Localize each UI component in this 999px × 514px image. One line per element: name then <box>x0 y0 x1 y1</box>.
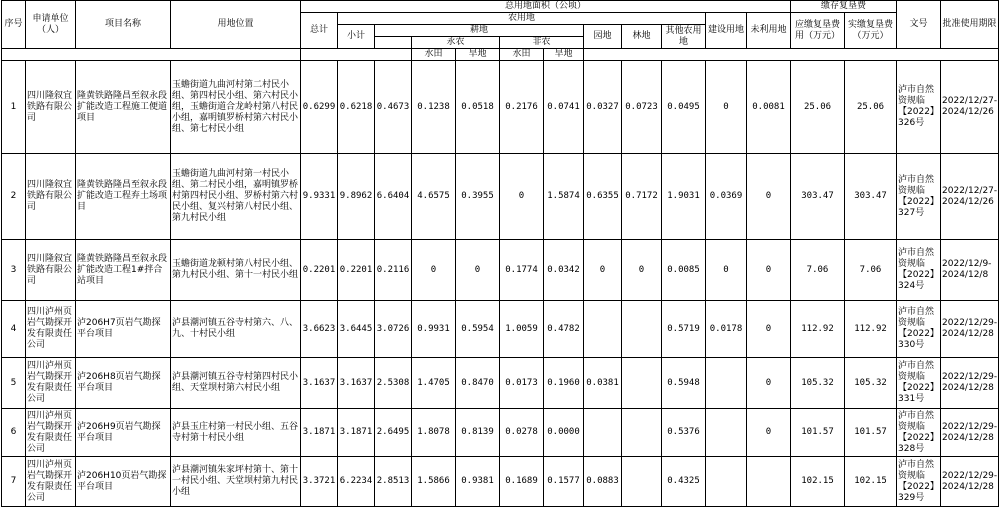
header-subtotal: 小计 <box>338 25 375 49</box>
fn-paddy-cell: 0.1689 <box>500 457 544 507</box>
header-reclaim-due: 应缴复垦费用（万元） <box>791 13 845 49</box>
doc-cell: 泸市自然资规临【2022】326号 <box>897 61 941 154</box>
cultivated-cell: 2.5308 <box>375 358 412 409</box>
forest-cell: 0.0723 <box>622 61 662 154</box>
header-project: 项目名称 <box>76 1 171 49</box>
project-cell: 泸206H8页岩气勘探平台项目 <box>76 358 171 409</box>
table-row <box>2 240 999 301</box>
land-use-table <box>1 0 999 507</box>
garden-cell: 0 <box>584 240 622 301</box>
header-spacer <box>2 49 301 61</box>
subtotal-cell: 0.6218 <box>338 61 375 154</box>
doc-cell: 泸市自然资规临【2022】330号 <box>897 301 941 358</box>
header-total-area: 总用地面积（公顷） <box>301 1 791 13</box>
header-unit: 申请单位（人） <box>26 1 76 49</box>
location-cell: 泸县潮河镇五谷寺村第六、八、九、十村民小组 <box>171 301 301 358</box>
reclaim-due-cell: 105.32 <box>791 358 845 409</box>
location-cell: 泸县玉庄村第一村民小组、五谷寺村第十村民小组 <box>171 409 301 457</box>
doc-cell: 泸市自然资规临【2022】327号 <box>897 154 941 240</box>
yn-dry-cell: 0.5954 <box>456 301 500 358</box>
location-cell: 玉蟾街道龙顿村第八村民小组、第九村民小组、第十一村民小组 <box>171 240 301 301</box>
header-construction: 建设用地 <box>706 13 747 49</box>
project-cell: 泸206H10页岩气勘探平台项目 <box>76 457 171 507</box>
period-cell: 2022/12/29-2024/12/28 <box>941 358 999 409</box>
total-cell: 9.9331 <box>301 154 338 240</box>
seq-cell: 6 <box>2 409 26 457</box>
yn-dry-cell: 0 <box>456 240 500 301</box>
garden-cell: 0.0883 <box>584 457 622 507</box>
location-cell: 玉蟾街道九曲河村第一村民小组、第二村民小组，嘉明镇罗桥村第四村民小组、罗桥村第六村民小组、复兴村第八村民小组、第九村民小组 <box>171 154 301 240</box>
construction-cell: 0.0178 <box>706 301 747 358</box>
location-cell: 玉蟾街道九曲河村第二村民小组、第四村民小组、第六村民小组，玉蟾街道合龙岭村第八村民小组，嘉明镇罗桥村第六村民小组、第七村民小组 <box>171 61 301 154</box>
fn-dry-cell: 0.1577 <box>544 457 584 507</box>
period-cell: 2022/12/27-2024/12/26 <box>941 61 999 154</box>
period-cell: 2022/12/9-2024/12/8 <box>941 240 999 301</box>
header-reclaim-paid: 实缴复垦费（万元） <box>845 13 897 49</box>
unit-cell: 四川隆叙宜铁路有限公司 <box>26 61 76 154</box>
cultivated-cell: 6.6404 <box>375 154 412 240</box>
header-yn-paddy: 水田 <box>412 49 456 61</box>
subtotal-cell: 3.6445 <box>338 301 375 358</box>
location-cell: 泸县潮河镇五谷寺村第四村民小组、天堂坝村第六村民小组 <box>171 358 301 409</box>
reclaim-paid-cell: 112.92 <box>845 301 897 358</box>
reclaim-due-cell: 7.06 <box>791 240 845 301</box>
header-fn-paddy: 水田 <box>500 49 544 61</box>
table-row <box>2 457 999 507</box>
table-body <box>2 61 999 507</box>
other-agri-cell: 0.5948 <box>662 358 706 409</box>
header-garden: 园地 <box>584 25 622 49</box>
total-cell: 0.6299 <box>301 61 338 154</box>
project-cell: 隆黄铁路隆昌至叙永段扩能改造工程1#拌合站项目 <box>76 240 171 301</box>
yn-dry-cell: 0.9381 <box>456 457 500 507</box>
table-row <box>2 61 999 154</box>
subtotal-cell: 3.1871 <box>338 409 375 457</box>
fn-paddy-cell: 0 <box>500 154 544 240</box>
fn-paddy-cell: 0.1774 <box>500 240 544 301</box>
header-total: 总计 <box>301 13 338 49</box>
reclaim-due-cell: 303.47 <box>791 154 845 240</box>
construction-cell <box>706 358 747 409</box>
other-agri-cell: 0.4325 <box>662 457 706 507</box>
subtotal-cell: 6.2234 <box>338 457 375 507</box>
reclaim-paid-cell: 102.15 <box>845 457 897 507</box>
reclaim-due-cell: 102.15 <box>791 457 845 507</box>
yn-dry-cell: 0.3955 <box>456 154 500 240</box>
unused-cell: 0 <box>747 409 791 457</box>
seq-cell: 7 <box>2 457 26 507</box>
header-spacer-2 <box>301 49 412 61</box>
yn-paddy-cell: 1.8078 <box>412 409 456 457</box>
reclaim-due-cell: 112.92 <box>791 301 845 358</box>
reclaim-paid-cell: 105.32 <box>845 358 897 409</box>
project-cell: 隆黄铁路隆昌至叙永段扩能改造工程施工便道项目 <box>76 61 171 154</box>
header-location: 用地位置 <box>171 1 301 49</box>
unused-cell: 0 <box>747 301 791 358</box>
total-cell: 3.1637 <box>301 358 338 409</box>
table-row <box>2 358 999 409</box>
garden-cell: 0.6355 <box>584 154 622 240</box>
reclaim-paid-cell: 25.06 <box>845 61 897 154</box>
period-cell: 2022/12/29-2024/12/28 <box>941 457 999 507</box>
cultivated-cell: 2.6495 <box>375 409 412 457</box>
location-cell: 泸县潮河镇朱家坪村第十、第十一村民小组、天堂坝村第九村民小组 <box>171 457 301 507</box>
header-seq: 序号 <box>2 1 26 49</box>
header-doc: 文号 <box>897 1 941 49</box>
unit-cell: 四川泸州页岩气勘探开发有限责任公司 <box>26 409 76 457</box>
forest-cell <box>622 358 662 409</box>
forest-cell: 0.7172 <box>622 154 662 240</box>
header-cult-sum <box>375 37 412 49</box>
yn-paddy-cell: 1.4705 <box>412 358 456 409</box>
total-cell: 0.2201 <box>301 240 338 301</box>
reclaim-due-cell: 25.06 <box>791 61 845 154</box>
header-period: 批准使用期限 <box>941 1 999 49</box>
header-reclaim: 缴存复垦费 <box>791 1 897 13</box>
unit-cell: 四川泸州页岩气勘探开发有限责任公司 <box>26 457 76 507</box>
header-unused: 未利用地 <box>747 13 791 49</box>
yn-paddy-cell: 0.9931 <box>412 301 456 358</box>
fn-dry-cell: 0.0342 <box>544 240 584 301</box>
project-cell: 泸206H9页岩气勘探平台项目 <box>76 409 171 457</box>
header-spacer-3 <box>584 49 999 61</box>
seq-cell: 5 <box>2 358 26 409</box>
unused-cell: 0 <box>747 358 791 409</box>
other-agri-cell: 0.0495 <box>662 61 706 154</box>
yn-paddy-cell: 4.6575 <box>412 154 456 240</box>
fn-paddy-cell: 0.2176 <box>500 61 544 154</box>
fn-paddy-cell: 0.0278 <box>500 409 544 457</box>
reclaim-paid-cell: 7.06 <box>845 240 897 301</box>
project-cell: 泸206H7页岩气勘探平台项目 <box>76 301 171 358</box>
doc-cell: 泸市自然资规临【2022】329号 <box>897 457 941 507</box>
seq-cell: 4 <box>2 301 26 358</box>
unit-cell: 四川隆叙宜铁路有限公司 <box>26 240 76 301</box>
header-forest: 林地 <box>622 25 662 49</box>
reclaim-paid-cell: 303.47 <box>845 154 897 240</box>
cultivated-cell: 0.4673 <box>375 61 412 154</box>
yn-paddy-cell: 0.1238 <box>412 61 456 154</box>
cultivated-cell: 2.8513 <box>375 457 412 507</box>
cultivated-cell: 0.2116 <box>375 240 412 301</box>
forest-cell <box>622 457 662 507</box>
header-other-agri: 其他农用地 <box>662 25 706 49</box>
fn-dry-cell: 0.1960 <box>544 358 584 409</box>
cultivated-cell: 3.0726 <box>375 301 412 358</box>
construction-cell: 0.0369 <box>706 154 747 240</box>
header-fn-dry: 旱地 <box>544 49 584 61</box>
construction-cell <box>706 457 747 507</box>
table-row <box>2 154 999 240</box>
fn-paddy-cell: 0.0173 <box>500 358 544 409</box>
forest-cell: 0 <box>622 240 662 301</box>
yn-dry-cell: 0.8139 <box>456 409 500 457</box>
other-agri-cell: 0.5376 <box>662 409 706 457</box>
subtotal-cell: 0.2201 <box>338 240 375 301</box>
unit-cell: 四川泸州页岩气勘探开发有限责任公司 <box>26 301 76 358</box>
yn-dry-cell: 0.8470 <box>456 358 500 409</box>
unit-cell: 四川隆叙宜铁路有限公司 <box>26 154 76 240</box>
doc-cell: 泸市自然资规临【2022】324号 <box>897 240 941 301</box>
construction-cell <box>706 409 747 457</box>
fn-dry-cell: 0.4782 <box>544 301 584 358</box>
doc-cell: 泸市自然资规临【2022】328号 <box>897 409 941 457</box>
unused-cell: 0 <box>747 240 791 301</box>
unused-cell: 0.0081 <box>747 61 791 154</box>
forest-cell <box>622 409 662 457</box>
reclaim-paid-cell: 101.57 <box>845 409 897 457</box>
other-agri-cell: 1.9031 <box>662 154 706 240</box>
fn-dry-cell: 0.0741 <box>544 61 584 154</box>
period-cell: 2022/12/29-2024/12/28 <box>941 409 999 457</box>
forest-cell <box>622 301 662 358</box>
total-cell: 3.1871 <box>301 409 338 457</box>
fn-dry-cell: 1.5874 <box>544 154 584 240</box>
yn-dry-cell: 0.0518 <box>456 61 500 154</box>
fn-dry-cell: 0.0000 <box>544 409 584 457</box>
header-yn-dry: 旱地 <box>456 49 500 61</box>
yn-paddy-cell: 1.5866 <box>412 457 456 507</box>
period-cell: 2022/12/29-2024/12/28 <box>941 301 999 358</box>
unit-cell: 四川泸州页岩气勘探开发有限责任公司 <box>26 358 76 409</box>
doc-cell: 泸市自然资规临【2022】331号 <box>897 358 941 409</box>
construction-cell: 0 <box>706 240 747 301</box>
seq-cell: 3 <box>2 240 26 301</box>
seq-cell: 2 <box>2 154 26 240</box>
header-cultivated: 耕地 <box>375 25 584 37</box>
garden-cell <box>584 301 622 358</box>
subtotal-cell: 3.1637 <box>338 358 375 409</box>
total-cell: 3.6623 <box>301 301 338 358</box>
garden-cell <box>584 409 622 457</box>
table-row <box>2 409 999 457</box>
period-cell: 2022/12/27-2024/12/26 <box>941 154 999 240</box>
other-agri-cell: 0.5719 <box>662 301 706 358</box>
table-row <box>2 301 999 358</box>
header-feinong: 非农 <box>500 37 584 49</box>
subtotal-cell: 9.8962 <box>338 154 375 240</box>
garden-cell: 0.0381 <box>584 358 622 409</box>
garden-cell: 0.0327 <box>584 61 622 154</box>
yn-paddy-cell: 0 <box>412 240 456 301</box>
fn-paddy-cell: 1.0059 <box>500 301 544 358</box>
unused-cell <box>747 457 791 507</box>
project-cell: 隆黄铁路隆昌至叙永段扩能改造工程弃土场项目 <box>76 154 171 240</box>
seq-cell: 1 <box>2 61 26 154</box>
header-yongnong: 永农 <box>412 37 500 49</box>
other-agri-cell: 0.0085 <box>662 240 706 301</box>
total-cell: 3.3721 <box>301 457 338 507</box>
header-agri: 农用地 <box>338 13 706 25</box>
construction-cell: 0 <box>706 61 747 154</box>
unused-cell: 0 <box>747 154 791 240</box>
reclaim-due-cell: 101.57 <box>791 409 845 457</box>
